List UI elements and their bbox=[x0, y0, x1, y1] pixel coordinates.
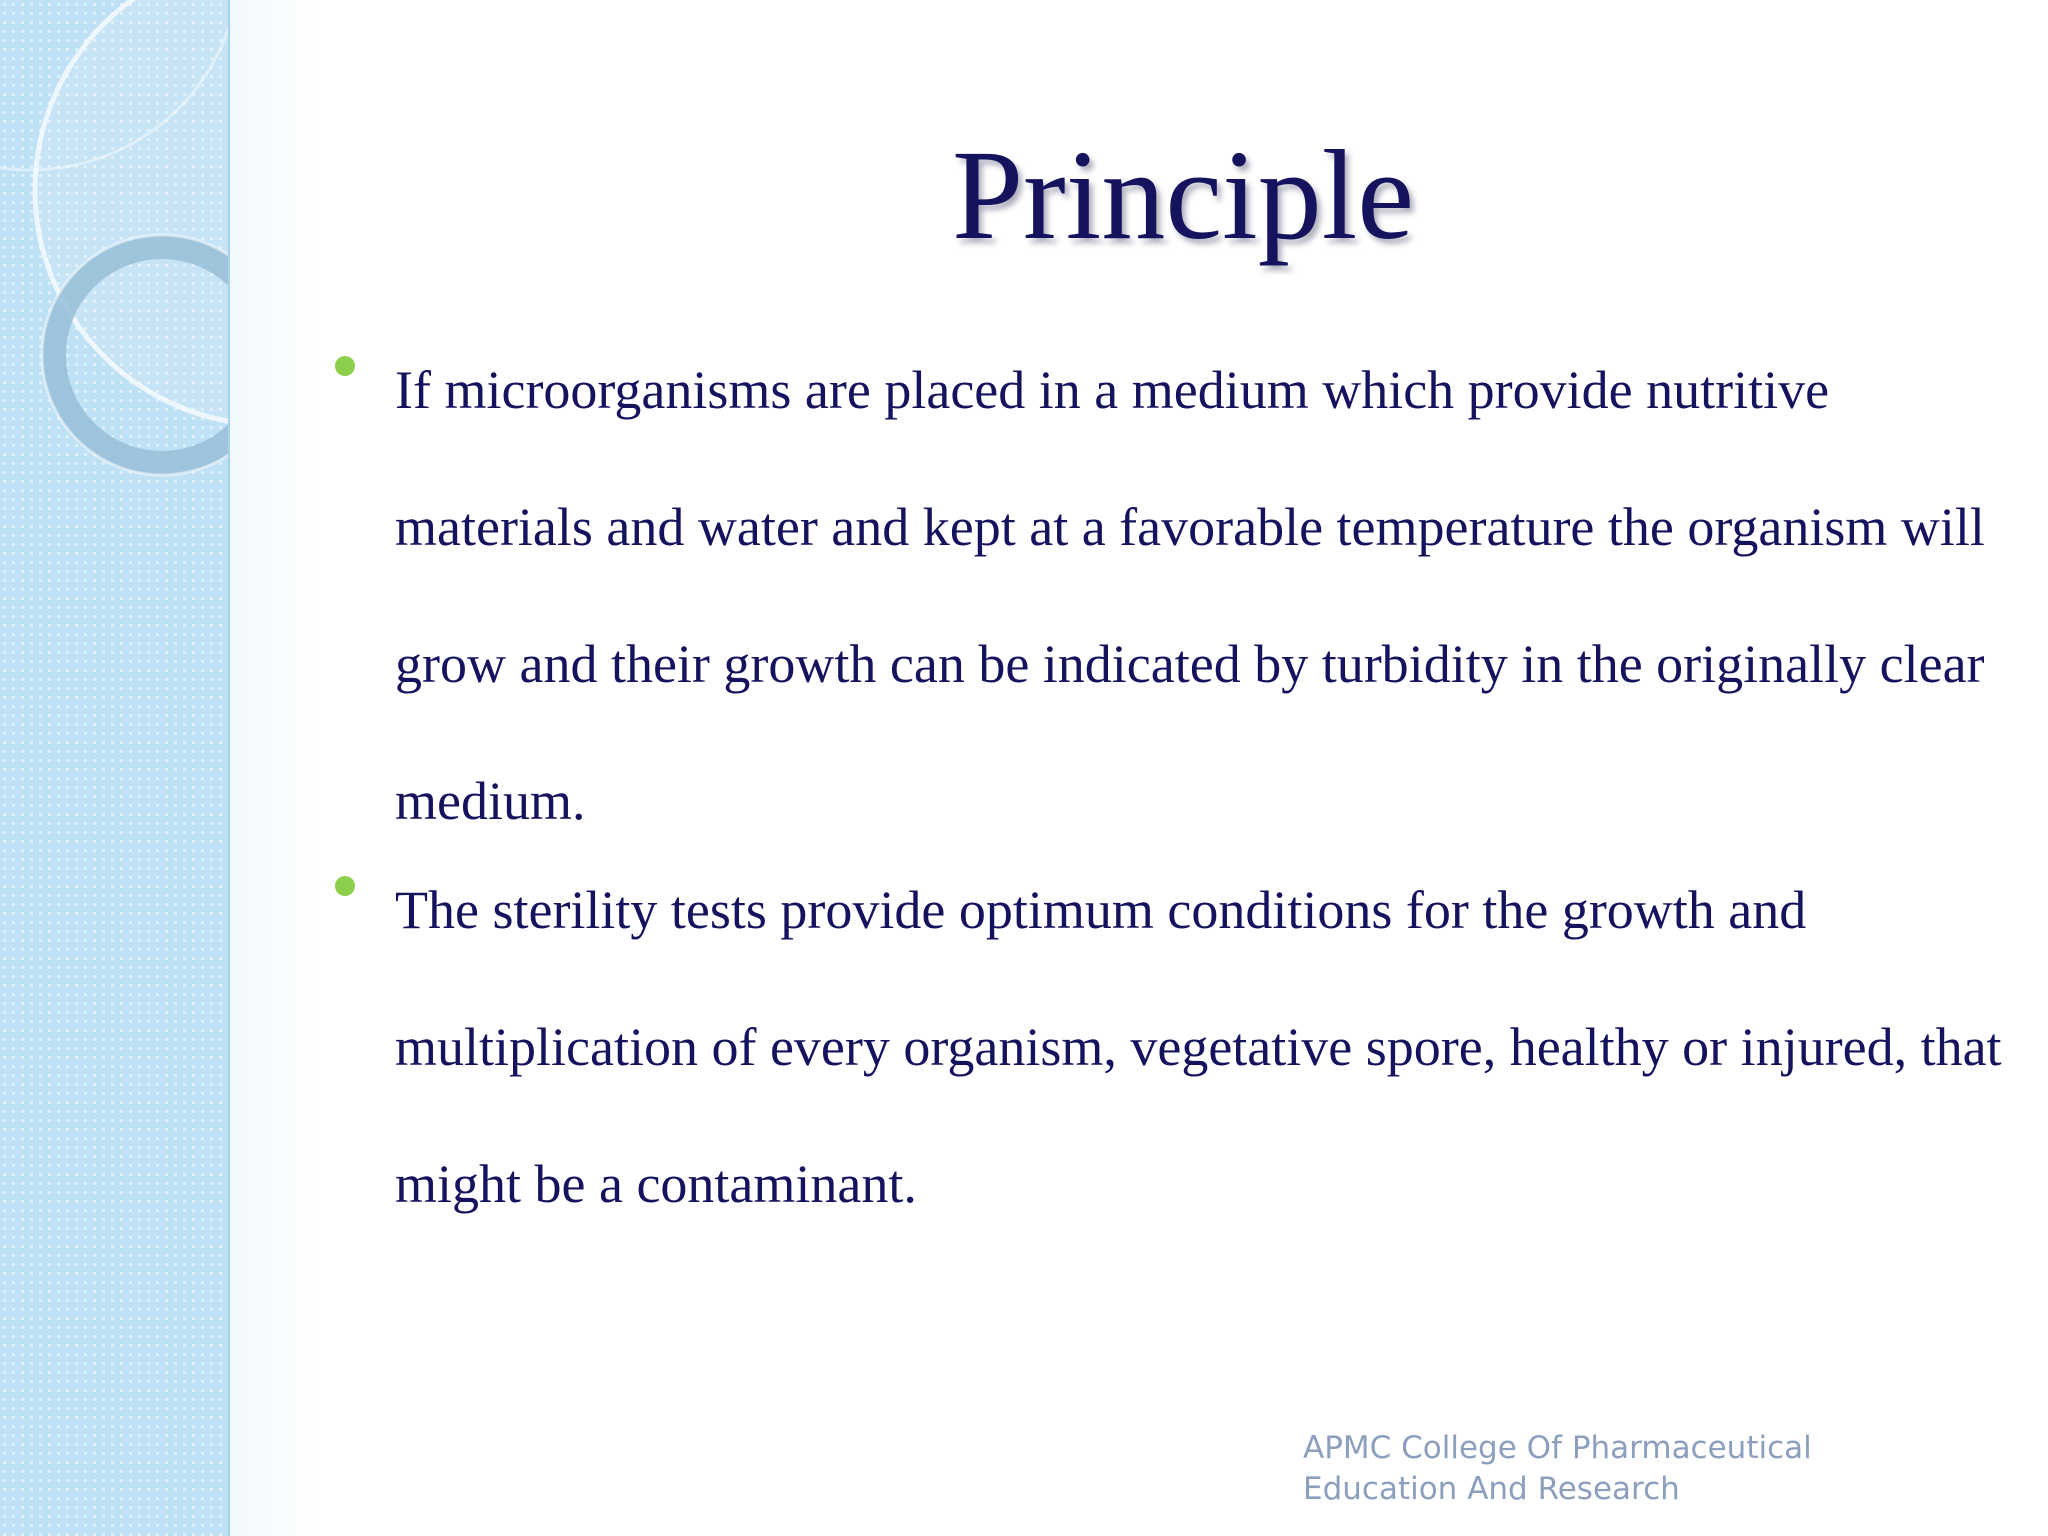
decorative-rings bbox=[0, 0, 228, 1536]
footer-line-1: APMC College Of Pharmaceutical bbox=[1303, 1430, 1812, 1466]
bullet-dot-icon bbox=[335, 356, 355, 376]
bullet-dot-icon bbox=[335, 876, 355, 896]
bullet-text: If microorganisms are placed in a medium which provide nutritive materials and water and kept at a favorable temperature the organism will grow and their growth can be indicated by turbidity in the originally clear medium. bbox=[395, 360, 1985, 831]
decorative-side-panel bbox=[0, 0, 230, 1536]
slide-title: Principle bbox=[951, 124, 1415, 266]
bullet-text: The sterility tests provide optimum conditions for the growth and multiplication of every organism, vegetative spore, healthy or injured, that might be a contaminant. bbox=[395, 880, 2002, 1214]
footer-line-2: Education And Research bbox=[1303, 1471, 1680, 1507]
footer-institution bbox=[1303, 1428, 1812, 1510]
bullet-item bbox=[330, 842, 2010, 1253]
bullet-item bbox=[330, 322, 2010, 870]
bullet-list bbox=[330, 360, 2010, 1263]
